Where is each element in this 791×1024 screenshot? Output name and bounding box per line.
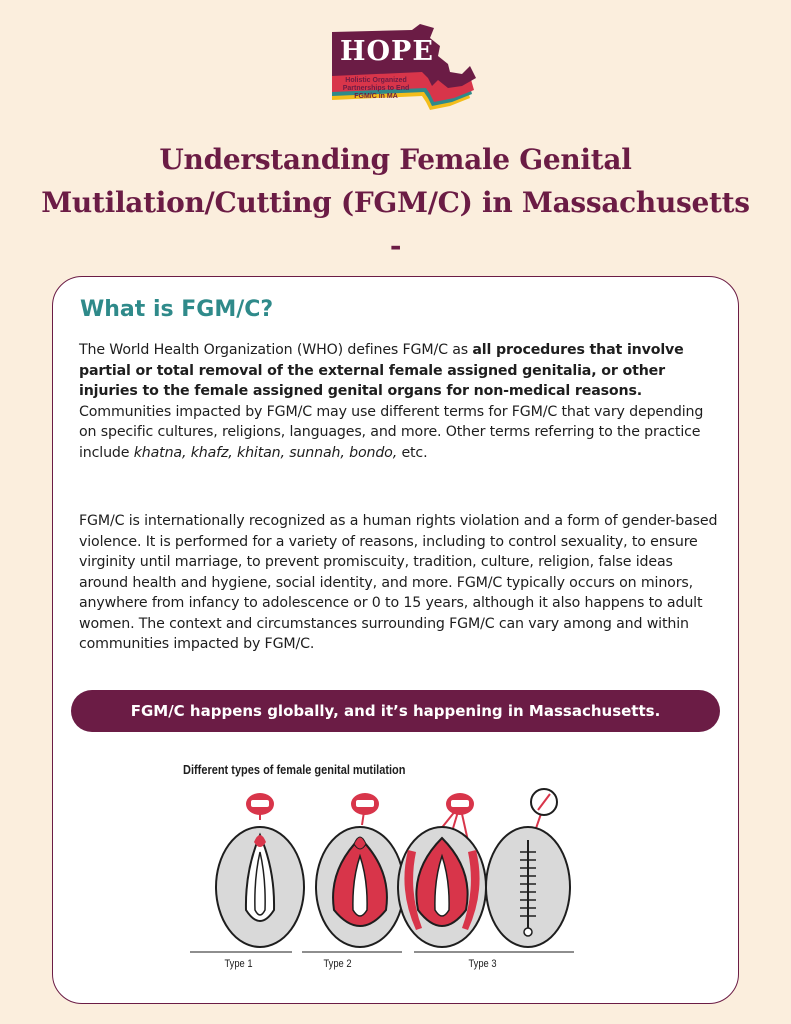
fgm-types-diagram [170, 760, 590, 980]
type-2-diagram [302, 793, 404, 952]
logo-wordmark: HOPE [340, 36, 434, 67]
figure-title: Different types of female genital mutilation [183, 763, 406, 777]
type-1-diagram [190, 793, 304, 952]
logo-subtitle: Holistic Organized Partnerships to End FGM/C in MA [342, 77, 410, 100]
type-3a-diagram [398, 793, 486, 947]
type-2-label: Type 2 [323, 958, 352, 970]
type-1-label: Type 1 [224, 958, 253, 970]
section-heading: What is FGM/C? [80, 297, 274, 322]
global-banner: FGM/C happens globally, and it’s happening in Massachusetts. [71, 690, 720, 732]
type-3-label: Type 3 [468, 958, 497, 970]
page-title: Understanding Female Genital Mutilation/Cutting (FGM/C) in Massachusetts - [41, 143, 750, 262]
definition-paragraph: The World Health Organization (WHO) defines FGM/C as all procedures that involve partial or total removal of the external female assigned genitalia, or other injuries to the female assigned genital organs for non-medical reasons. Communities impacted by FGM/C may use different terms for FGM/C that vary depending on specific cultures, religions, languages, and more. Other terms referring to the practice include khatna, khafz, khitan, sunnah, bondo, etc. [79, 342, 704, 461]
context-paragraph: FGM/C is internationally recognized as a human rights violation and a form of gender-based violence. It is performed for a variety of reasons, including to control sexuality, to ensure virginity until marriage, to prevent promiscuity, tradition, culture, religion, false ideas around health and hygiene, social identity, and more. FGM/C typically occurs on minors, anywhere from infancy to adolescence or 0 to 15 years, although it also happens to adult women. The context and circumstances surrounding FGM/C can vary among and within communities impacted by FGM/C. [79, 513, 718, 652]
hope-logo [330, 22, 480, 118]
